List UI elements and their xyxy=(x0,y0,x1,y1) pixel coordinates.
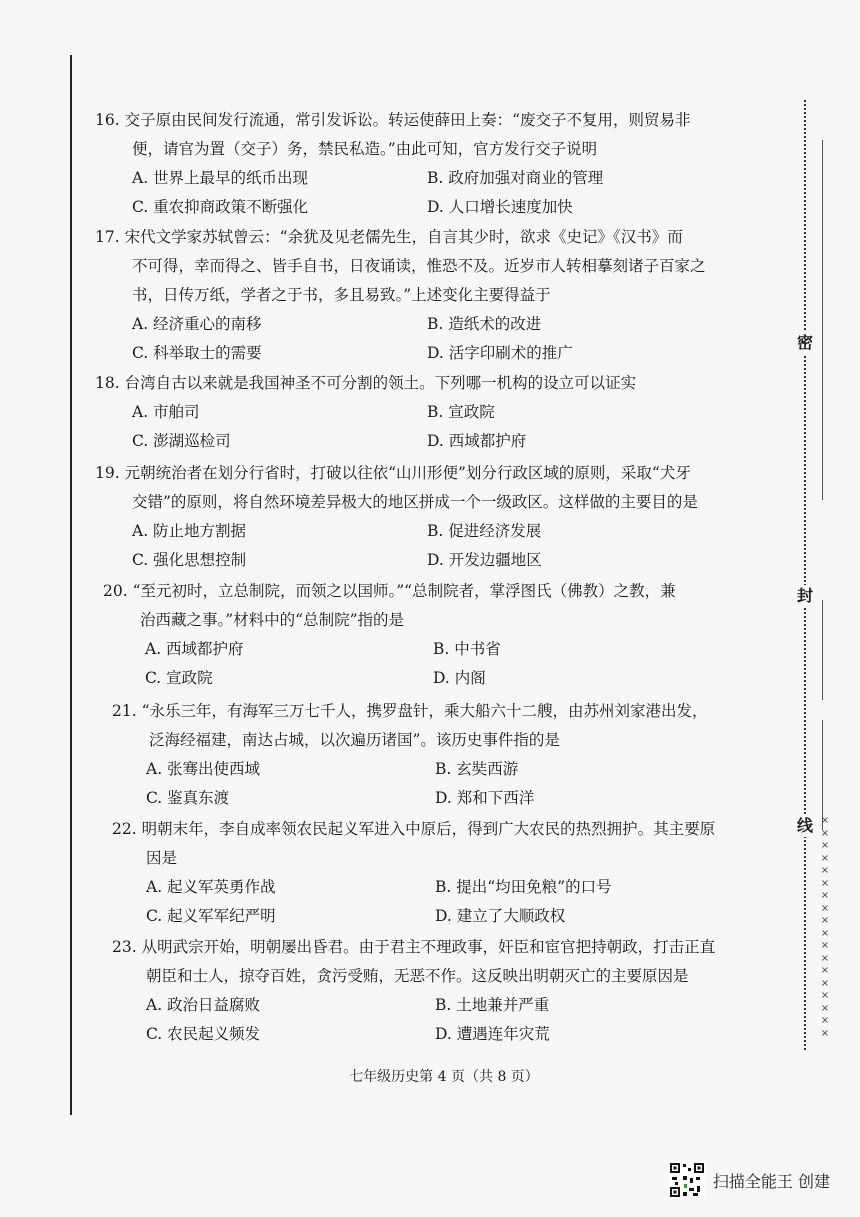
option-d[interactable]: D. 人口增长速度加快 xyxy=(427,198,573,216)
seal-line-column xyxy=(796,100,836,1050)
option-c[interactable]: C. 鉴真东渡 xyxy=(146,789,230,807)
option-d[interactable]: D. 开发边疆地区 xyxy=(427,551,542,569)
option-d[interactable]: D. 活字印刷术的推广 xyxy=(427,344,573,362)
question-stem-line: 23. 从明武宗开始，明朝屡出昏君。由于君主不理政事，奸臣和宦官把持朝政，打击正直 xyxy=(112,938,716,956)
question-stem-line: 16. 交子原由民间发行流通，常引发诉讼。转运使薛田上奏：“废交子不复用，则贸易非 xyxy=(95,111,691,129)
option-d[interactable]: D. 内阁 xyxy=(433,669,486,687)
option-a[interactable]: A. 市舶司 xyxy=(132,403,200,421)
option-c[interactable]: C. 强化思想控制 xyxy=(132,551,247,569)
option-a[interactable]: A. 政治日益腐败 xyxy=(146,996,261,1014)
watermark-text: 扫描全能王 创建 xyxy=(712,1171,830,1191)
option-b[interactable]: B. 政府加强对商业的管理 xyxy=(427,169,604,187)
option-b[interactable]: B. 玄奘西游 xyxy=(435,760,519,778)
options-row xyxy=(95,398,636,427)
qr-code-icon xyxy=(669,1162,705,1198)
question-stem-line: 便，请官为置（交子）务，禁民私造。”由此可知，官方发行交子说明 xyxy=(132,140,598,158)
option-a[interactable]: A. 防止地方割据 xyxy=(132,522,247,540)
question-stem-line: 泛海经福建，南达占城，以次遍历诸国”。该历史事件指的是 xyxy=(149,731,560,749)
question-stem-line: 因是 xyxy=(146,849,178,867)
question-stem-line: 朝臣和士人，掠夺百姓，贪污受贿，无恶不作。这反映出明朝灭亡的主要原因是 xyxy=(146,967,689,985)
binding-rule xyxy=(70,55,72,1115)
option-b[interactable]: B. 中书省 xyxy=(433,640,501,658)
option-c[interactable]: C. 宣政院 xyxy=(145,669,213,687)
options-row xyxy=(103,664,676,693)
options-row xyxy=(95,339,706,368)
question-20 xyxy=(103,577,676,693)
option-b[interactable]: B. 宣政院 xyxy=(427,403,495,421)
question-23 xyxy=(112,933,715,1049)
option-a[interactable]: A. 经济重心的南移 xyxy=(132,315,262,333)
option-a[interactable]: A. 张骞出使西域 xyxy=(146,760,261,778)
question-stem-line: 21. “永乐三年，有海军三万七千人，携罗盘针，乘大船六十二艘，由苏州刘家港出发， xyxy=(112,702,708,720)
option-b[interactable]: B. 提出“均田免粮”的口号 xyxy=(435,878,612,896)
options-row xyxy=(95,517,698,546)
seal-cross-marks: × × × × × × × × × × × × × × × × × × xyxy=(820,815,830,1039)
options-row xyxy=(112,784,708,813)
options-row xyxy=(95,546,698,575)
options-row xyxy=(112,873,715,902)
question-stem-line: 19. 元朝统治者在划分行省时，打破以往依“山川形便”划分行政区域的原则，采取“犬牙 xyxy=(95,464,691,482)
option-a[interactable]: A. 西域都护府 xyxy=(145,640,244,658)
options-row xyxy=(103,635,676,664)
options-row xyxy=(112,902,715,931)
option-d[interactable]: D. 建立了大顺政权 xyxy=(435,907,566,925)
seal-char-mi: 密 xyxy=(792,332,818,354)
question-stem-line: 书，日传万纸，学者之于书，多且易致。”上述变化主要得益于 xyxy=(132,286,551,304)
seal-char-xian: 线 xyxy=(792,815,818,837)
options-row xyxy=(112,755,708,784)
options-row xyxy=(95,193,691,222)
question-stem-line: 18. 台湾自古以来就是我国神圣不可分割的领土。下列哪一机构的设立可以证实 xyxy=(95,374,637,392)
seal-rule-lower xyxy=(822,720,823,830)
seal-rule-upper xyxy=(822,140,823,500)
option-d[interactable]: D. 遭遇连年灾荒 xyxy=(435,1025,550,1043)
options-row xyxy=(95,164,691,193)
option-c[interactable]: C. 科举取士的需要 xyxy=(132,344,262,362)
seal-rule-middle xyxy=(822,600,823,700)
question-21 xyxy=(112,697,708,813)
question-18 xyxy=(95,369,636,456)
options-row xyxy=(95,427,636,456)
question-stem-line: 不可得，幸而得之、皆手自书，日夜诵读，惟恐不及。近岁市人转相摹刻诸子百家之 xyxy=(132,257,706,275)
question-stem-line: 治西藏之事。”材料中的“总制院”指的是 xyxy=(140,611,405,629)
question-16 xyxy=(95,106,691,222)
seal-char-feng: 封 xyxy=(792,585,818,607)
option-a[interactable]: A. 起义军英勇作战 xyxy=(146,878,276,896)
question-stem-line: 17. 宋代文学家苏轼曾云：“余犹及见老儒先生，自言其少时，欲求《史记》《汉书》而 xyxy=(95,228,683,246)
option-c[interactable]: C. 重农抑商政策不断强化 xyxy=(132,198,309,216)
question-19 xyxy=(95,459,698,575)
question-stem-line: 20. “至元初时，立总制院，而领之以国师。”“总制院者，掌浮图氏（佛教）之教，兼 xyxy=(103,582,676,600)
option-c[interactable]: C. 起义军军纪严明 xyxy=(146,907,276,925)
question-17 xyxy=(95,223,706,368)
question-stem-line: 交错”的原则，将自然环境差异极大的地区拼成一个一级政区。这样做的主要目的是 xyxy=(132,493,698,511)
options-row xyxy=(95,310,706,339)
question-stem-line: 22. 明朝末年，李自成率领农民起义军进入中原后，得到广大农民的热烈拥护。其主要原 xyxy=(112,820,716,838)
option-b[interactable]: B. 造纸术的改进 xyxy=(427,315,542,333)
options-row xyxy=(112,991,715,1020)
scanner-watermark xyxy=(669,1160,830,1200)
option-c[interactable]: C. 农民起义频发 xyxy=(146,1025,261,1043)
question-22 xyxy=(112,815,715,931)
page-footer: 七年级历史第 4 页（共 8 页） xyxy=(349,1069,539,1085)
option-b[interactable]: B. 促进经济发展 xyxy=(427,522,542,540)
option-b[interactable]: B. 土地兼并严重 xyxy=(435,996,550,1014)
option-d[interactable]: D. 郑和下西洋 xyxy=(435,789,535,807)
option-a[interactable]: A. 世界上最早的纸币出现 xyxy=(132,169,309,187)
option-d[interactable]: D. 西域都护府 xyxy=(427,432,527,450)
options-row xyxy=(112,1020,715,1049)
seal-dotted-line xyxy=(804,100,806,1050)
option-c[interactable]: C. 澎湖巡检司 xyxy=(132,432,231,450)
